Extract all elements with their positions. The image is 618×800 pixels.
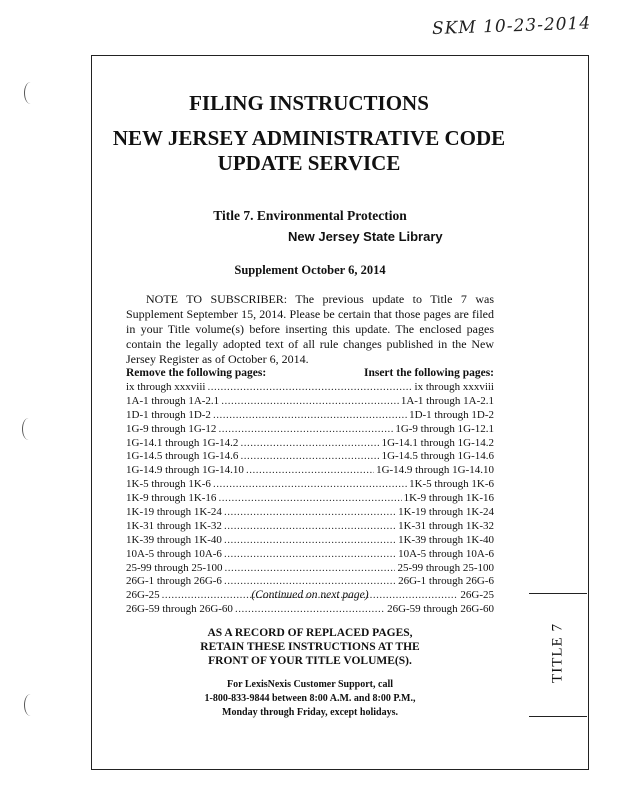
leader-dots: [224, 520, 396, 534]
leader-dots: [218, 492, 401, 506]
pages-table: [126, 367, 494, 617]
table-row: [126, 423, 494, 437]
remove-pages: 26G-59 through 26G-60: [126, 603, 233, 616]
table-row: [126, 575, 494, 589]
insert-pages: 1K-31 through 1K-32: [398, 519, 494, 532]
remove-header: Remove the following pages:: [126, 367, 267, 379]
table-row: [126, 478, 494, 492]
remove-pages: ix through xxxviii: [126, 381, 206, 393]
remove-pages: 10A-5 through 10A-6: [126, 547, 222, 560]
insert-pages: 1K-39 through 1K-40: [398, 533, 494, 546]
binder-hole-mark: [24, 694, 37, 716]
leader-dots: [213, 478, 407, 492]
record-line-2: RETAIN THESE INSTRUCTIONS AT THE: [200, 641, 420, 653]
remove-pages: 1A-1 through 1A-2.1: [126, 394, 220, 407]
supplement-date: Supplement October 6, 2014: [234, 263, 386, 277]
insert-pages: 25-99 through 25-100: [397, 561, 494, 574]
table-row: [126, 437, 494, 451]
remove-pages: 1G-14.5 through 1G-14.6: [126, 450, 239, 463]
table-row: [126, 548, 494, 562]
support-line-3: Monday through Friday, except holidays.: [222, 707, 398, 718]
table-row: [126, 603, 494, 617]
subscriber-note-text: NOTE TO SUBSCRIBER: The previous update to Title 7 was Supplement September 15, 2014. Please be certain that those pages are filed in your Title volume(s) before inserting this update. The enclosed pages contain the legally adopted text of all rule changes published in the New Jersey Register as of October 6, 2014.: [126, 292, 494, 366]
leader-dots: [246, 464, 374, 478]
remove-pages: 1K-9 through 1K-16: [126, 492, 217, 505]
remove-pages: 25-99 through 25-100: [126, 561, 223, 574]
table-row: [126, 520, 494, 534]
table-row: [126, 395, 494, 409]
leader-dots: [225, 562, 396, 576]
leader-dots: [235, 603, 385, 617]
insert-pages: 10A-5 through 10A-6: [398, 547, 494, 560]
handwritten-note: SKM 10-23-2014: [431, 13, 592, 40]
leader-dots: [224, 548, 396, 562]
remove-pages: 1D-1 through 1D-2: [126, 408, 211, 421]
table-row: [126, 409, 494, 423]
remove-pages: 1G-14.9 through 1G-14.10: [126, 464, 244, 477]
binder-hole-mark: [22, 418, 35, 440]
remove-pages: 26G-1 through 26G-6: [126, 575, 222, 588]
insert-pages: 1G-14.5 through 1G-14.6: [381, 450, 494, 463]
record-line-3: FRONT OF YOUR TITLE VOLUME(S).: [208, 655, 412, 667]
table-row: [126, 562, 494, 576]
insert-pages: 26G-59 through 26G-60: [387, 603, 494, 616]
insert-pages: 1G-14.9 through 1G-14.10: [376, 464, 494, 477]
code-title-line1: NEW JERSEY ADMINISTRATIVE CODE: [112, 126, 506, 150]
insert-pages: 1K-19 through 1K-24: [398, 506, 494, 519]
table-row: [126, 534, 494, 548]
table-header: [126, 367, 494, 381]
insert-pages: 1G-9 through 1G-12.1: [395, 422, 494, 435]
insert-pages: 1G-14.1 through 1G-14.2: [381, 436, 494, 449]
title-heading: Title 7. Environmental Protection: [213, 208, 407, 223]
remove-pages: 1G-9 through 1G-12: [126, 422, 217, 435]
record-instructions: [140, 626, 480, 668]
leader-dots: [240, 437, 379, 451]
continued-note: (Continued on next page): [251, 589, 369, 601]
leader-dots: [224, 575, 396, 589]
leader-dots: [207, 381, 412, 395]
remove-pages: 26G-25: [126, 589, 160, 602]
table-row: [126, 381, 494, 395]
table-row: [126, 464, 494, 478]
subscriber-note: [126, 292, 494, 367]
table-row: [126, 492, 494, 506]
insert-header: Insert the following pages:: [363, 367, 494, 379]
leader-dots: [218, 423, 393, 437]
remove-pages: 1K-5 through 1K-6: [126, 478, 211, 491]
insert-pages: 1K-9 through 1K-16: [403, 492, 494, 505]
insert-pages: ix through xxxviii: [414, 381, 494, 393]
leader-dots: [224, 506, 396, 520]
remove-pages: 1K-31 through 1K-32: [126, 519, 222, 532]
insert-pages: 26G-1 through 26G-6: [398, 575, 494, 588]
insert-pages: 1A-1 through 1A-2.1: [400, 394, 494, 407]
support-line-1: For LexisNexis Customer Support, call: [226, 679, 393, 690]
customer-support: [140, 678, 480, 720]
insert-pages: 26G-25: [460, 589, 494, 602]
insert-pages: 1D-1 through 1D-2: [409, 408, 494, 421]
table-row: [126, 450, 494, 464]
code-title-line2: UPDATE SERVICE: [217, 151, 401, 175]
leader-dots: [240, 450, 379, 464]
leader-dots: [224, 534, 396, 548]
record-line-1: AS A RECORD OF REPLACED PAGES,: [207, 627, 413, 639]
leader-dots: [221, 395, 399, 409]
side-tab-label: TITLE 7: [549, 623, 566, 683]
remove-pages: 1K-19 through 1K-24: [126, 506, 222, 519]
library-stamp: New Jersey State Library: [288, 229, 443, 244]
support-line-2: 1-800-833-9844 between 8:00 A.M. and 8:00 P.M.,: [204, 693, 416, 704]
table-row: [126, 506, 494, 520]
remove-pages: 1G-14.1 through 1G-14.2: [126, 436, 239, 449]
insert-pages: 1K-5 through 1K-6: [409, 478, 494, 491]
remove-pages: 1K-39 through 1K-40: [126, 533, 222, 546]
page-title: FILING INSTRUCTIONS: [189, 91, 429, 115]
leader-dots: [213, 409, 407, 423]
